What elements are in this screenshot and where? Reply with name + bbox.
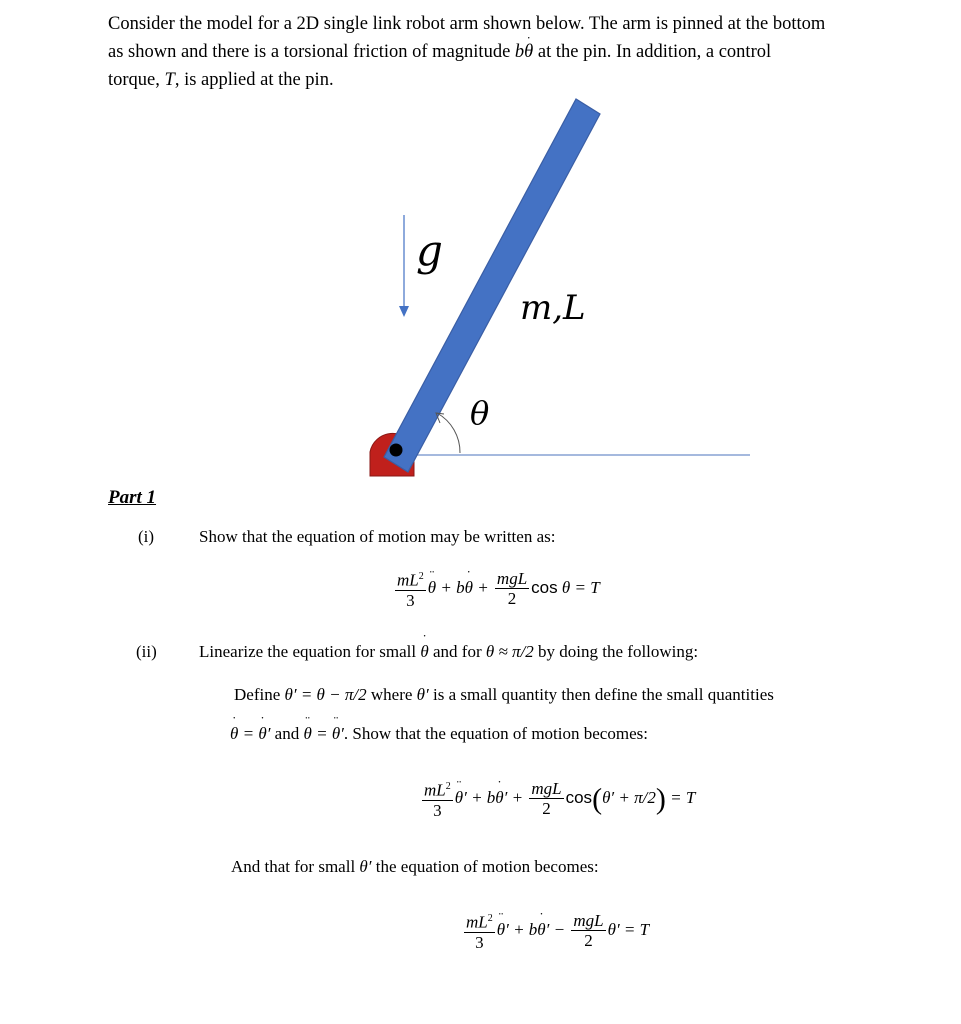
equation-of-motion: $\frac{mL^2}{3}$ θ ¨ + bθ ˙ + $\frac{\text{mgL}}{2}$ cos θ = T xyxy=(393,568,600,611)
and-that-b: the equation of motion becomes: xyxy=(375,857,599,876)
arm-link xyxy=(384,99,600,472)
define-c: is a small quantity then define the small quantities xyxy=(432,685,774,704)
item-2-text: Linearize the equation for small θ ˙ and for θ ≈ π/2 by doing the following: xyxy=(199,642,698,662)
item-1-label: (i) xyxy=(138,527,155,546)
gravity-label: g xyxy=(416,226,443,275)
part-1-heading: Part 1 xyxy=(108,487,157,508)
define2-c: . Show that the equation of motion becomes: xyxy=(343,724,648,743)
and-that-line: And that for small θ′ the equation of motion becomes: xyxy=(231,857,599,876)
gravity-arrow-head xyxy=(399,306,409,317)
intro-line-3c: , is applied at the pin. xyxy=(174,70,334,90)
intro-line-2: as shown and there is a torsional friction of magnitude bθ ˙ at the pin. In addition, a control xyxy=(108,38,825,66)
define-b: where xyxy=(370,685,413,704)
item-2-text-a: Linearize the equation for small xyxy=(199,642,417,661)
define-line-2: θ ˙ = θ ˙′ and θ ¨ = θ ¨′. Show that the equation of motion becomes: xyxy=(230,724,648,744)
intro-line-1: Consider the model for a 2D single link robot arm shown below. The arm is pinned at the bottom xyxy=(108,14,826,34)
item-2-text-c: by doing the following: xyxy=(538,642,699,661)
mass-length-label: m,L xyxy=(520,288,586,328)
torque-symbol: T xyxy=(164,70,175,90)
define-a: Define xyxy=(234,685,281,704)
equation-shifted: $\frac{mL^2}{3}$ θ ¨′ + bθ ˙′ + $\frac{\text{mgL}}{2}$ cos(θ′ + π/2) = T xyxy=(420,778,695,821)
and-that-a: And that for small xyxy=(231,857,356,876)
intro-line-3a: torque, xyxy=(108,70,165,90)
intro-line-2a: as shown and there is a torsional friction of magnitude xyxy=(108,42,515,62)
equation-linearized: $\frac{mL^2}{3}$ θ ¨′ + bθ ˙′ − $\frac{\text{mgL}}{2}$ θ′ = T xyxy=(462,910,649,953)
intro-line-2b: at the pin. In addition, a control xyxy=(533,42,772,62)
angle-arc xyxy=(437,413,460,453)
define-line-1: Define θ′ = θ − π/2 where θ′ is a small quantity then define the small quantities xyxy=(234,685,774,704)
item-2-label: (ii) xyxy=(136,642,157,661)
item-1-text: Show that the equation of motion may be written as: xyxy=(199,527,556,546)
angle-label: θ xyxy=(470,394,490,432)
item-2-text-b: and for xyxy=(433,642,482,661)
define2-b: and xyxy=(274,724,300,743)
pin-joint xyxy=(390,444,403,457)
